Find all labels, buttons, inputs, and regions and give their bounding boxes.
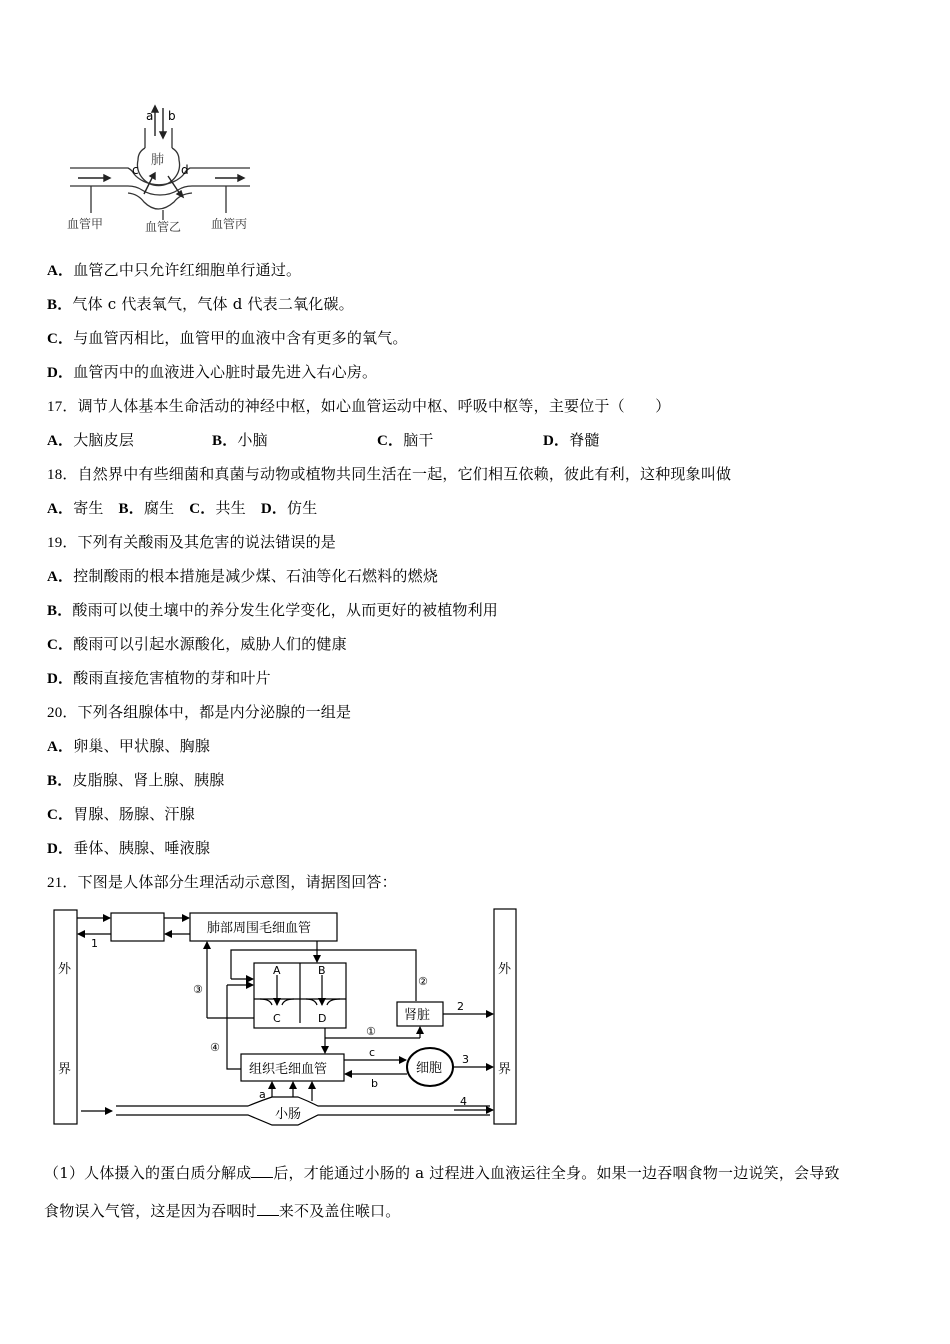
q19-option-a: A．控制酸雨的根本措施是减少煤、石油等化石燃料的燃烧	[47, 567, 439, 585]
q18-options	[47, 498, 317, 519]
label-3: 3	[462, 1053, 469, 1066]
q18-option-a: A．寄生	[47, 499, 104, 517]
q21-sub1-line2: 食物误入气管，这是因为吞咽时 来不及盖住喉口。	[44, 1202, 401, 1220]
q20-option-a: A．卵巢、甲状腺、胸腺	[47, 737, 211, 755]
label-vessel-bing: 血管丙	[211, 217, 248, 231]
q19-option-c: C．酸雨可以引起水源酸化，威胁人们的健康	[47, 635, 347, 653]
q20-option-c: C．胃腺、肠腺、汗腺	[47, 805, 195, 823]
q20-option-d: D．垂体、胰腺、唾液腺	[47, 839, 211, 857]
circled-4: ④	[210, 1041, 220, 1054]
q18-stem: 18．自然界中有些细菌和真菌与动物或植物共同生活在一起，它们相互依赖，彼此有利，这种现象叫做	[47, 465, 732, 483]
label-4: 4	[460, 1095, 467, 1108]
label-a: a	[259, 1088, 266, 1101]
heart-c: C	[273, 1012, 281, 1025]
heart-d: D	[318, 1012, 327, 1025]
label-1: 1	[91, 937, 98, 950]
label-lung: 肺	[151, 153, 165, 168]
cell-label: 细胞	[416, 1061, 443, 1076]
circled-1: ①	[366, 1025, 376, 1038]
label-vessel-yi: 血管乙	[145, 220, 182, 234]
q18-option-b: B．腐生	[118, 499, 175, 517]
physiology-flow-diagram	[50, 905, 520, 1130]
q17-option-b: B．小脑	[212, 431, 268, 449]
q16-option-b: B．气体 c 代表氧气，气体 d 代表二氧化碳。	[47, 295, 354, 313]
lung-gas-exchange-diagram	[60, 98, 270, 238]
label-c: c	[369, 1046, 376, 1059]
label-d: d	[181, 163, 189, 177]
q21-sub1-line1: （1）人体摄入的蛋白质分解成 后，才能通过小肠的 a 过程进入血液运往全身。如果一边吞咽食物一边说笑，会导致	[44, 1164, 840, 1182]
label-vessel-jia: 血管甲	[67, 217, 104, 231]
q16-option-d: D．血管丙中的血液进入心脏时最先进入右心房。	[47, 363, 378, 381]
circled-2: ②	[418, 975, 428, 988]
q17-option-c: C．脑干	[377, 431, 434, 449]
outside-right-1: 外	[498, 962, 512, 977]
heart-b: B	[318, 964, 326, 977]
q20-stem: 20．下列各组腺体中，都是内分泌腺的一组是	[47, 703, 352, 721]
q18-option-d: D．仿生	[260, 499, 318, 517]
heart-a: A	[273, 964, 281, 977]
q18-option-c: C．共生	[189, 499, 246, 517]
q21-stem: 21．下图是人体部分生理活动示意图，请据图回答：	[47, 873, 397, 891]
kidney-label: 肾脏	[404, 1008, 431, 1023]
circled-3: ③	[193, 983, 203, 996]
q17-option-d: D．脊髓	[543, 431, 600, 449]
answer-blank-2[interactable]	[257, 1201, 279, 1216]
q19-option-b: B．酸雨可以使土壤中的养分发生化学变化，从而更好的被植物利用	[47, 601, 499, 619]
q19-option-d: D．酸雨直接危害植物的芽和叶片	[47, 669, 271, 687]
outside-left-2: 界	[58, 1062, 72, 1077]
tissue-capillary-label: 组织毛细血管	[249, 1062, 328, 1077]
lung-capillary-label: 肺部周围毛细血管	[207, 921, 312, 936]
label-c: c	[132, 163, 139, 177]
label-b: b	[168, 109, 176, 123]
label-a: a	[146, 109, 154, 123]
small-intestine-label: 小肠	[275, 1107, 302, 1122]
q17-option-a: A．大脑皮层	[47, 431, 135, 449]
q20-option-b: B．皮脂腺、肾上腺、胰腺	[47, 771, 225, 789]
q17-stem: 17．调节人体基本生命活动的神经中枢，如心血管运动中枢、呼吸中枢等，主要位于（ ）	[47, 397, 671, 415]
q16-option-a: A．血管乙中只允许红细胞单行通过。	[47, 261, 302, 279]
label-b: b	[371, 1077, 378, 1090]
q19-stem: 19．下列有关酸雨及其危害的说法错误的是	[47, 533, 337, 551]
outside-left-1: 外	[58, 962, 72, 977]
label-2: 2	[457, 1000, 464, 1013]
q16-option-c: C．与血管丙相比，血管甲的血液中含有更多的氧气。	[47, 329, 408, 347]
outside-right-2: 界	[498, 1062, 512, 1077]
answer-blank-1[interactable]	[251, 1163, 273, 1178]
